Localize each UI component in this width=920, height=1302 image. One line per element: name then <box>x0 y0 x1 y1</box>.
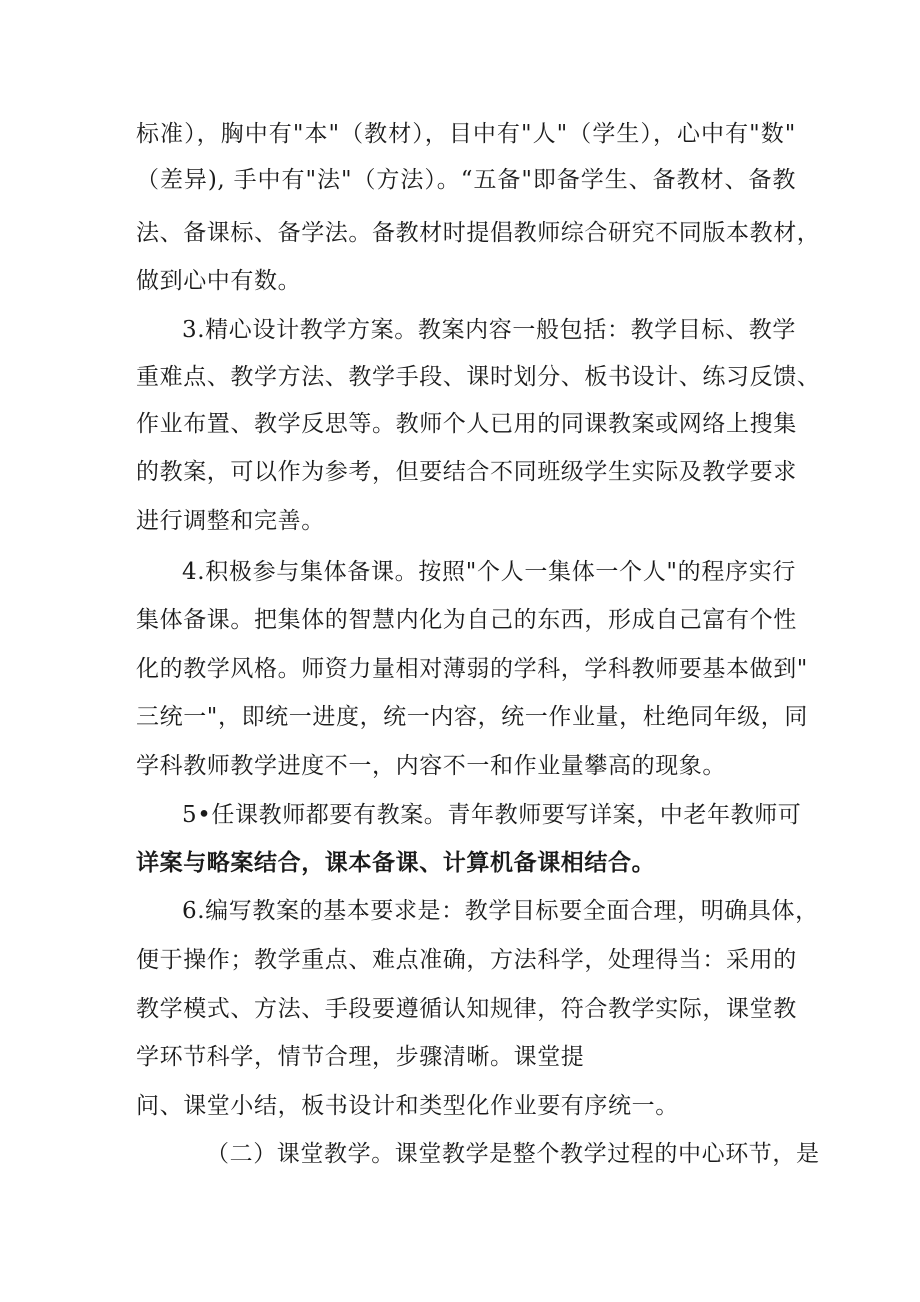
text-line: 学环节科学，情节合理，步骤清晰。课堂提 <box>136 1044 585 1070</box>
text-line: 化的教学风格。师资力量相对薄弱的学科，学科教师要基本做到" <box>136 656 808 682</box>
text-line: 标准），胸中有"本"（教材），目中有"人"（学生），心中有"数" <box>136 121 796 147</box>
text-line: （二）课堂教学。课堂教学是整个教学过程的中心环节，是 <box>206 1141 820 1167</box>
text-line: 进行调整和完善。 <box>136 508 325 534</box>
text-line: 做到心中有数。 <box>136 268 302 294</box>
text-line: 的教案，可以作为参考，但要结合不同班级学生实际及教学要求 <box>136 459 797 485</box>
text-line: 详案与略案结合，课本备课、计算机备课相结合。 <box>136 849 656 876</box>
text-line: 3.精心设计教学方案。教案内容一般包括：教学目标、教学 <box>182 317 796 343</box>
text-line: 5•任课教师都要有教案。青年教师要写详案，中老年教师可 <box>182 802 802 828</box>
text-line: 作业布置、教学反思等。教师个人已用的同课教案或网络上搜集 <box>136 411 797 437</box>
text-line: 三统一"，即统一进度，统一内容，统一作业量，杜绝同年级，同 <box>136 704 808 730</box>
text-line: 4.积极参与集体备课。按照"个人一集体一个人"的程序实行 <box>182 559 796 585</box>
text-line: 便于操作；教学重点、难点准确，方法科学，处理得当：采用的 <box>136 947 797 973</box>
text-line: 学科教师教学进度不一，内容不一和作业量攀高的现象。 <box>136 753 726 779</box>
text-line: 6.编写教案的基本要求是：教学目标要全面合理，明确具体， <box>182 898 819 924</box>
text-line: 问、课堂小结，板书设计和类型化作业要有序统一。 <box>136 1093 679 1119</box>
text-line: 集体备课。把集体的智慧内化为自己的东西，形成自己富有个性 <box>136 607 797 633</box>
text-line: 教学模式、方法、手段要遵循认知规律，符合教学实际，课堂教 <box>136 996 797 1022</box>
text-line: 重难点、教学方法、教学手段、课时划分、板书设计、练习反馈、 <box>136 364 821 390</box>
text-line: 法、备课标、备学法。备教材时提倡教师综合研究不同版本教材， <box>136 220 821 246</box>
text-line: （差异), 手中有"法"（方法）。“五备"即备学生、备教材、备教 <box>136 167 796 193</box>
